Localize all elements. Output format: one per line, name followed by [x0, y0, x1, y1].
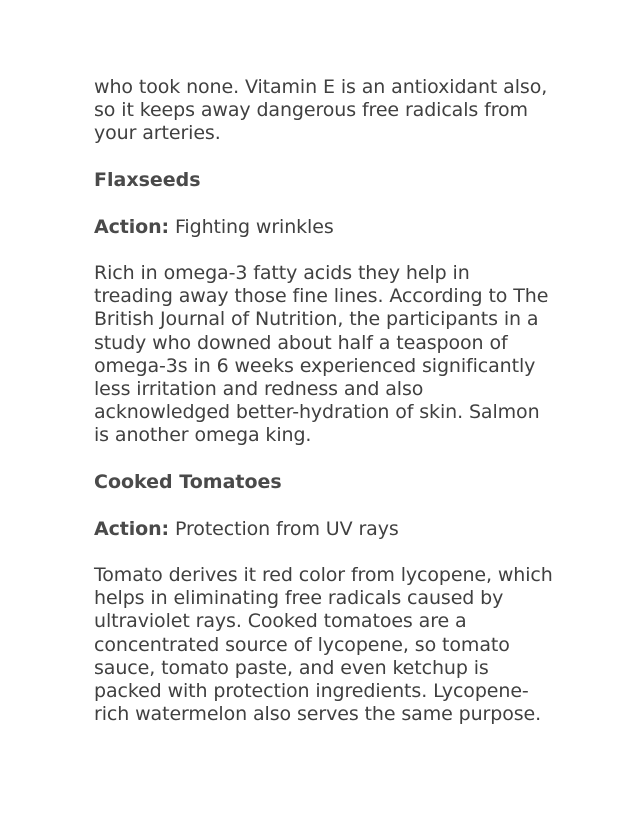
section-flaxseeds [94, 169, 554, 471]
action-label: Action: [94, 517, 170, 540]
section-body: Tomato derives it red color from lycopene, which helps in eliminating free radicals caused by ultraviolet rays. Cooked tomatoes are a concentrated source of lycopene, so tomato sauce, tomato paste, and even ketchup is packed with protection ingredients. Lycopene-rich watermelon also serves the same purpose. [94, 564, 553, 726]
section-body: Rich in omega-3 fatty acids they help in treading away those fine lines. According to The British Journal of Nutrition, the participants in a study who downed about half a teaspoon of omega-3s in 6 weeks experienced significantly less irritation and redness and also acknowledged better-hydration of skin. Salmon is another omega king. [94, 262, 549, 447]
action-text: Fighting wrinkles [169, 215, 334, 238]
section-cooked-tomatoes [94, 471, 554, 727]
document-page [94, 76, 554, 726]
action-line [94, 518, 554, 541]
intro-paragraph: who took none. Vitamin E is an antioxidant also, so it keeps away dangerous free radicals from your arteries. [94, 76, 548, 145]
action-text: Protection from UV rays [169, 517, 399, 540]
action-label: Action: [94, 215, 170, 238]
section-heading: Flaxseeds [94, 168, 201, 191]
section-heading: Cooked Tomatoes [94, 470, 282, 493]
action-line [94, 216, 554, 239]
